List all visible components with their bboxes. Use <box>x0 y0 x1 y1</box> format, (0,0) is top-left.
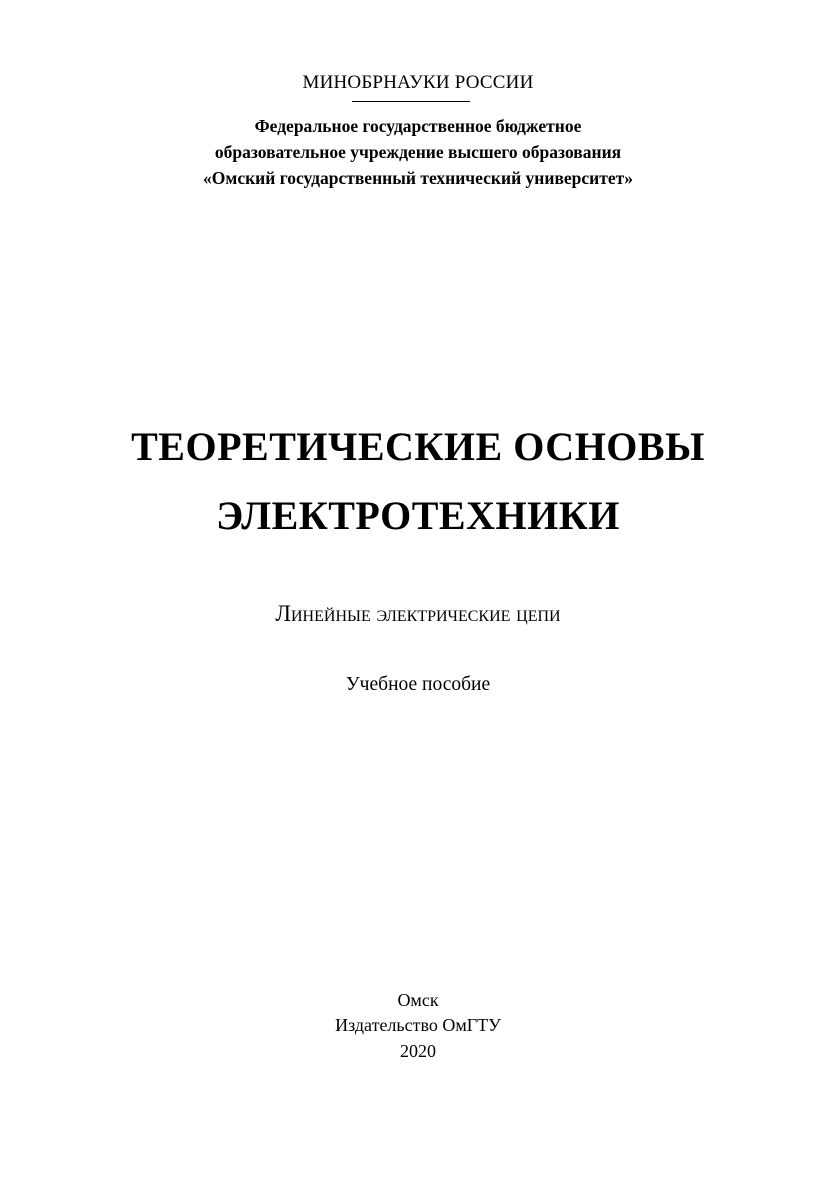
imprint-city: Омск <box>397 990 439 1010</box>
book-subtitle: Линейные электрические цепи <box>275 601 561 626</box>
institution-line-2: образовательное учреждение высшего образования <box>214 142 622 162</box>
imprint-publisher: Издательство ОмГТУ <box>335 1015 501 1035</box>
ministry-name: МИНОБРНАУКИ РОССИИ <box>302 72 534 93</box>
header-divider <box>352 101 470 102</box>
institution-line-1: Федеральное государственное бюджетное <box>254 116 582 136</box>
imprint-year: 2020 <box>400 1041 436 1061</box>
book-title-line-2: ЭЛЕКТРОТЕХНИКИ <box>216 493 620 538</box>
book-title-line-1: ТЕОРЕТИЧЕСКИЕ ОСНОВЫ <box>131 424 705 469</box>
institution-line-3: «Омский государственный технический университет» <box>203 168 633 188</box>
book-type: Учебное пособие <box>345 674 491 695</box>
